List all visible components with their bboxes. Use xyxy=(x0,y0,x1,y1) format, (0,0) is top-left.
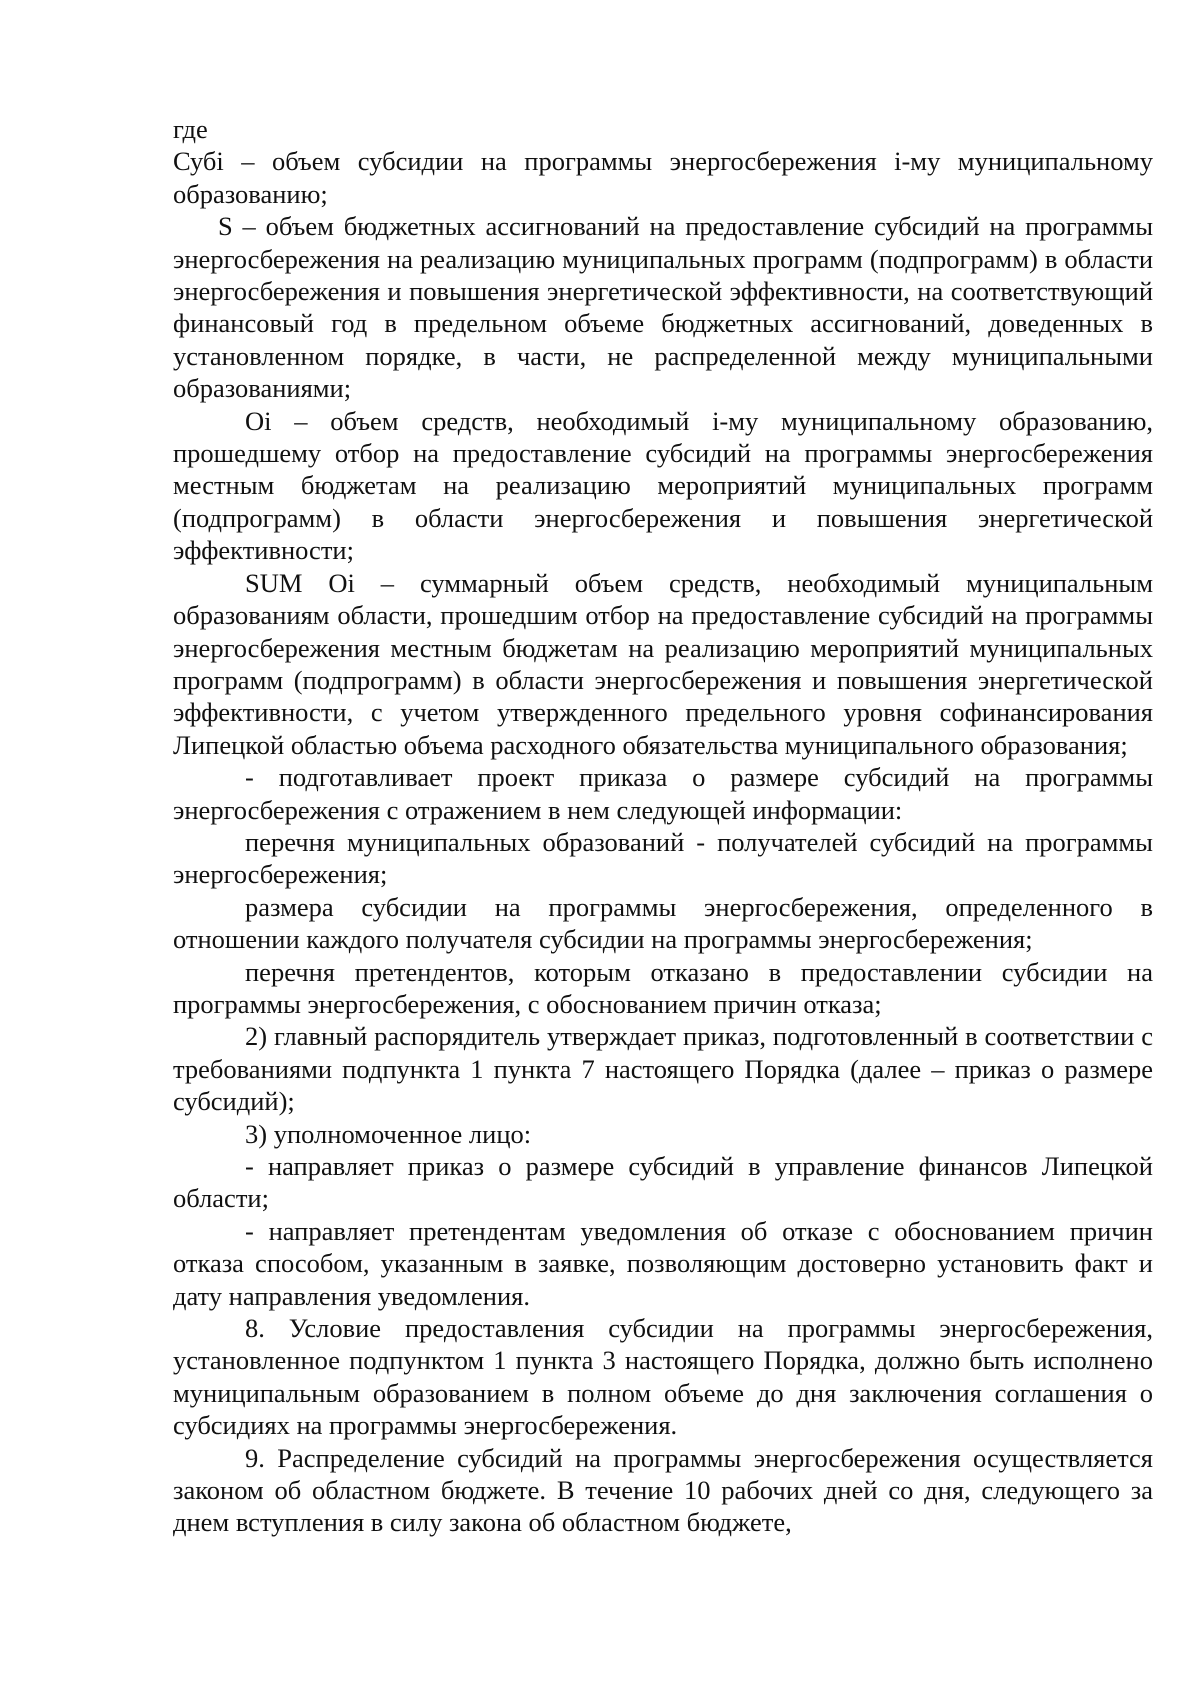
paragraph-point-8: 8. Условие предоставления субсидии на программы энергосбережения, установленное подпунктом 1 пункта 3 настоящего Порядка, должно быть исполнено муниципальным образованием в полном объеме до дня заключения соглашения о субсидиях на программы энергосбережения. xyxy=(173,1313,1153,1441)
paragraph-list-municipalities: перечня муниципальных образований - получателей субсидий на программы энергосбережения; xyxy=(173,826,1153,890)
paragraph-item-3: 3) уполномоченное лицо: xyxy=(245,1118,532,1149)
paragraph-item-2: 2) главный распорядитель утверждает приказ, подготовленный в соответствии с требованиями подпункта 1 пункта 7 настоящего Порядка (далее – приказ о размере субсидий); xyxy=(173,1021,1153,1117)
paragraph-subsidy-size: размера субсидии на программы энергосбережения, определенного в отношении каждого получателя субсидии на программы энергосбережения; xyxy=(173,891,1153,955)
paragraph-point-9: 9. Распределение субсидий на программы энергосбережения осуществляется законом об областном бюджете. В течение 10 рабочих дней со дня, следующего за днем вступления в силу закона об областном бюджете, xyxy=(173,1442,1153,1538)
paragraph-definition-sum-oi: SUM Оi – суммарный объем средств, необходимый муниципальным образованиям области, прошедшим отбор на предоставление субсидий на программы энергосбережения местным бюджетам на реализацию мероприятий муниципальных программ (подпрограмм) в области энергосбережения и повышения энергетической эффективности, с учетом утвержденного предельного уровня софинансирования Липецкой областью объема расходного обязательства муниципального образования; xyxy=(173,567,1153,760)
paragraph-list-refused: перечня претендентов, которым отказано в предоставлении субсидии на программы энергосбережения, с обоснованием причин отказа; xyxy=(173,956,1153,1019)
paragraph-sends-notices: - направляет претендентам уведомления об отказе с обоснованием причин отказа способом, указанным в заявке, позволяющим достоверно установить факт и дату направления уведомления. xyxy=(173,1215,1153,1311)
paragraph-definition-oi: Оi – объем средств, необходимый i-му муниципальному образованию, прошедшему отбор на предоставление субсидий на программы энергосбережения местным бюджетам на реализацию мероприятий муниципальных программ (подпрограмм) в области энергосбережения и повышения энергетической эффективности; xyxy=(173,405,1153,566)
paragraph-prepares-order: - подготавливает проект приказа о размере субсидий на программы энергосбережения с отражением в нем следующей информации: xyxy=(173,762,1153,825)
paragraph-where: где xyxy=(173,114,208,144)
paragraph-definition-s: S – объем бюджетных ассигнований на предоставление субсидий на программы энергосбережения на реализацию муниципальных программ (подпрограмм) в области энергосбережения и повышения энергетической эффективности, на соответствующий финансовый год в предельном объеме бюджетных ассигнований, доведенных в установленном порядке, в части, не распределенной между муниципальными образованиями; xyxy=(173,211,1153,404)
paragraph-definition-subi: Субi – объем субсидии на программы энергосбережения i-му муниципальному образованию; xyxy=(173,146,1153,209)
document-page xyxy=(173,113,1153,1539)
paragraph-sends-order: - направляет приказ о размере субсидий в управление финансов Липецкой области; xyxy=(173,1151,1153,1214)
